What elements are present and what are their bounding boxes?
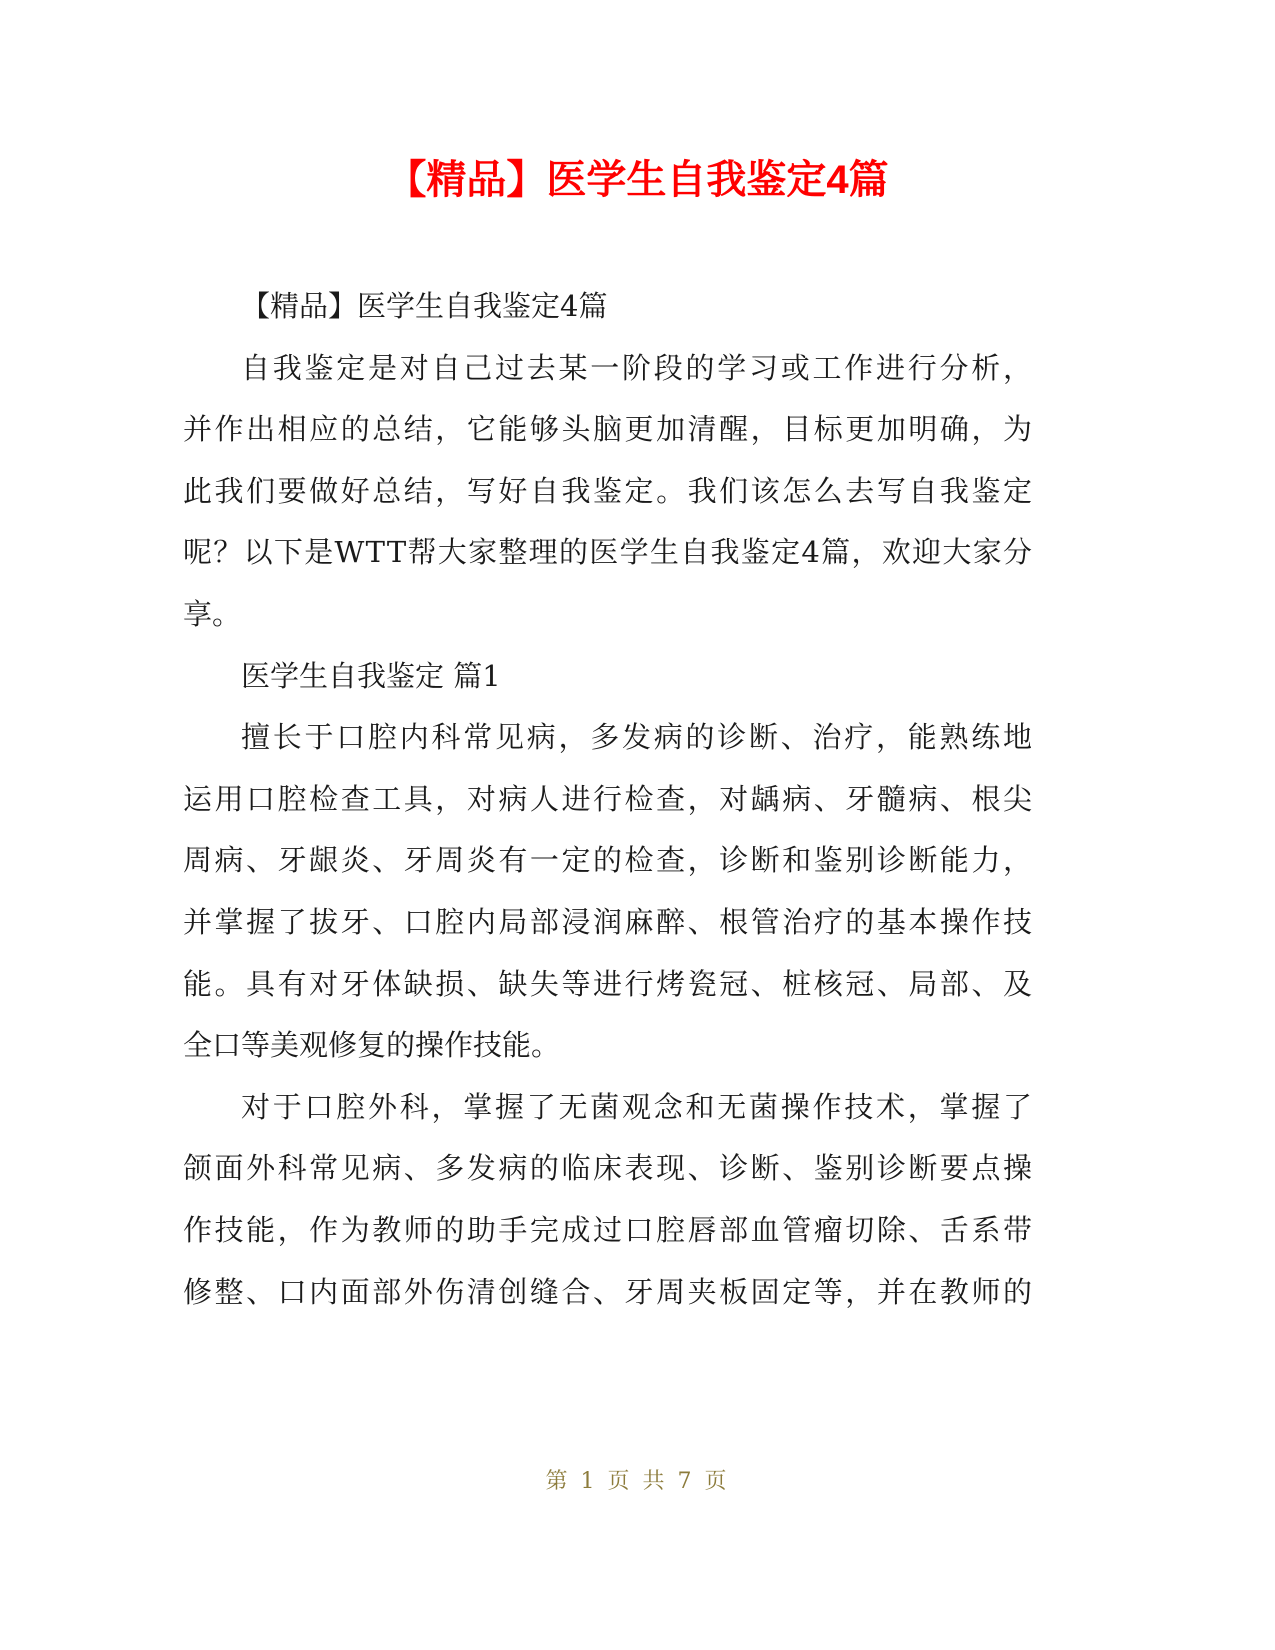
page-number-footer: 第 1 页 共 7 页 (545, 1469, 730, 1494)
paragraph-line: 对于口腔外科，掌握了无菌观念和无菌操作技术，掌握了 (241, 1089, 1035, 1124)
paragraph-line: 并掌握了拔牙、口腔内局部浸润麻醉、根管治疗的基本操作技 (183, 904, 1035, 939)
paragraph-line: 修整、口内面部外伤清创缝合、牙周夹板固定等，并在教师的 (183, 1274, 1035, 1309)
subtitle-line: 【精品】医学生自我鉴定4篇 (241, 289, 608, 323)
page-title: 【精品】医学生自我鉴定4篇 (386, 158, 889, 202)
paragraph-line: 颌面外科常见病、多发病的临床表现、诊断、鉴别诊断要点操 (183, 1151, 1035, 1186)
section-heading: 医学生自我鉴定 篇1 (241, 658, 501, 693)
intro-line: 享。 (183, 596, 242, 631)
paragraph-line: 能。具有对牙体缺损、缺失等进行烤瓷冠、桩核冠、局部、及 (183, 966, 1035, 1001)
intro-line: 并作出相应的总结，它能够头脑更加清醒，目标更加明确，为 (183, 412, 1035, 447)
paragraph-line: 全口等美观修复的操作技能。 (183, 1028, 561, 1063)
document-body (183, 276, 1035, 1323)
intro-line: 呢？以下是WTT帮大家整理的医学生自我鉴定4篇，欢迎大家分 (183, 535, 1034, 570)
paragraph-line: 作技能，作为教师的助手完成过口腔唇部血管瘤切除、舌系带 (183, 1212, 1035, 1247)
intro-line: 此我们要做好总结，写好自我鉴定。我们该怎么去写自我鉴定 (183, 473, 1035, 508)
paragraph-line: 周病、牙龈炎、牙周炎有一定的检查，诊断和鉴别诊断能力， (183, 843, 1035, 878)
intro-line: 自我鉴定是对自己过去某一阶段的学习或工作进行分析， (241, 350, 1035, 385)
paragraph-line: 擅长于口腔内科常见病，多发病的诊断、治疗，能熟练地 (241, 720, 1035, 755)
paragraph-line: 运用口腔检查工具，对病人进行检查，对龋病、牙髓病、根尖 (183, 781, 1035, 816)
